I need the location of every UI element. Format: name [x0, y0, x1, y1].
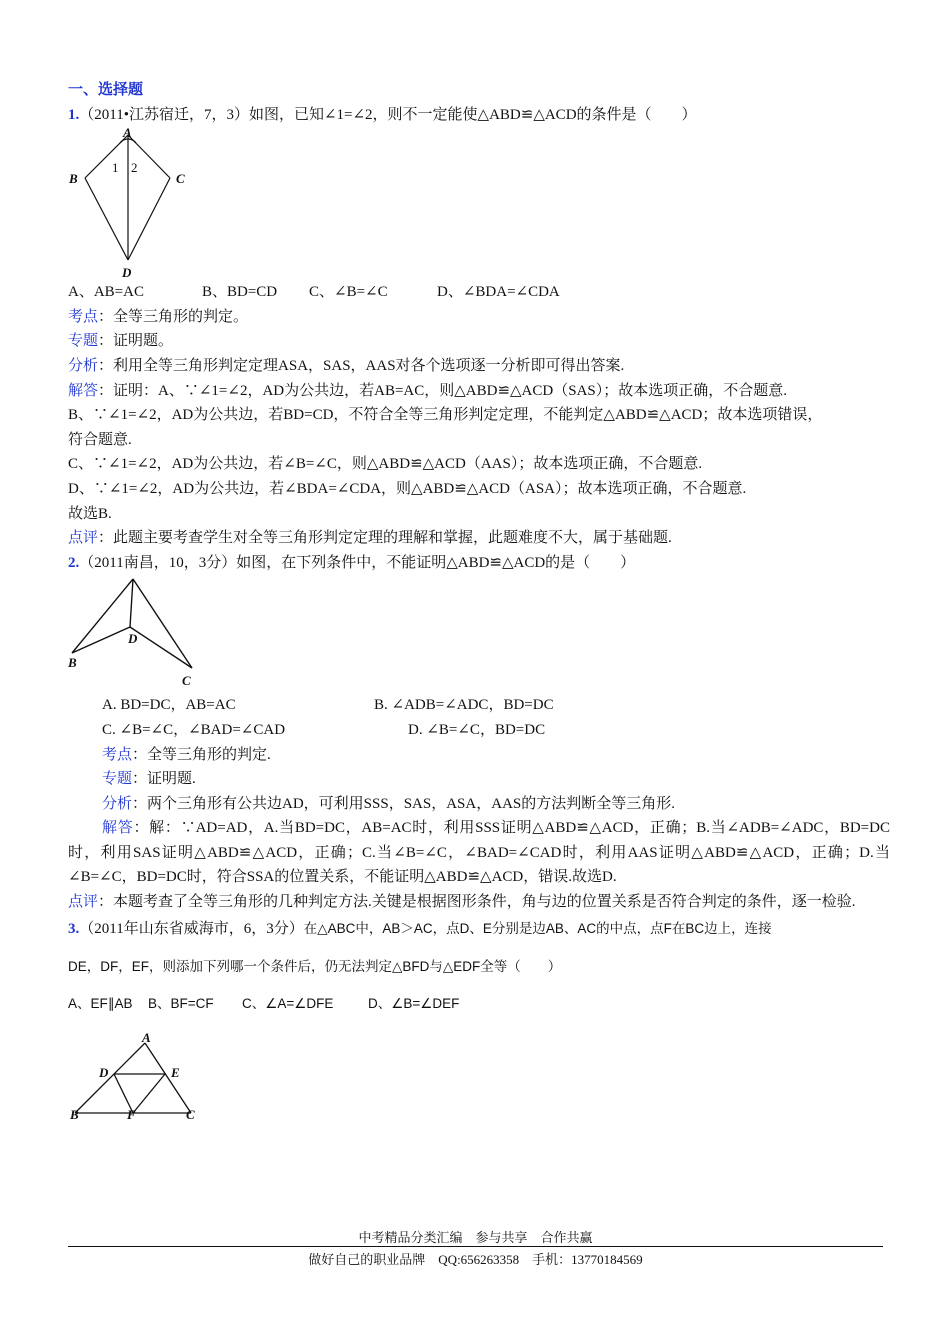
q3-line-ef	[133, 1074, 165, 1113]
document-page	[68, 78, 890, 1122]
q1-dianping-text: ：此题主要考查学生对全等三角形判定定理的理解和掌握，此题难度不大，属于基础题.	[98, 530, 672, 547]
q2-option-d: D. ∠B=∠C，BD=DC	[408, 721, 546, 738]
q2-options-row1	[68, 693, 890, 718]
q2-zhuanti-label: 专题	[102, 771, 133, 788]
q2-fenxi-label: 分析	[102, 795, 133, 812]
q1-option-d: D、∠BDA=∠CDA	[437, 284, 560, 301]
q2-jieda-label: 解答	[102, 820, 134, 837]
q1-fenxi	[68, 354, 890, 379]
q3-number: 3.	[68, 920, 80, 937]
q2-line-ad	[130, 579, 133, 627]
q2-fenxi	[68, 792, 890, 817]
q1-line-bd	[85, 178, 128, 260]
q1-jieda	[68, 379, 890, 404]
q1-label-b: B	[69, 171, 78, 187]
q2-label-b: B	[68, 655, 77, 671]
q3-figure	[68, 1030, 208, 1122]
q1-number: 1.	[68, 106, 80, 123]
q2-stem	[68, 551, 890, 576]
q2-dianping-text: ：本题考查了全等三角形的几种判定方法.关键是根据图形条件，角与边的位置关系是否符合判定的条件，逐一检验.	[98, 894, 856, 911]
q3-label-d: D	[99, 1064, 109, 1080]
q1-options	[68, 280, 890, 305]
q1-label-a: A	[123, 127, 132, 141]
q3-label-e: E	[171, 1064, 180, 1080]
q2-line-bd	[72, 627, 130, 653]
q3-stem-line2: DE，DF，EF，则添加下列哪一个条件后，仍无法判定△BFD与△EDF全等（ ）	[68, 958, 562, 974]
q1-label-c: C	[176, 171, 185, 187]
q3-option-d: D、∠B=∠DEF	[368, 995, 460, 1011]
section-title: 一、选择题	[68, 82, 144, 98]
q3-option-a: A、EF∥AB	[68, 995, 133, 1011]
q2-option-b: B. ∠ADB=∠ADC，BD=DC	[374, 697, 554, 714]
q1-line-c-text: C、∵∠1=∠2，AD为公共边，若∠B=∠C，则△ABD≌△ACD（AAS）；故本选项正确，不合题意.	[68, 456, 703, 473]
q2-jieda	[68, 816, 890, 890]
q3-label-a: A	[142, 1029, 151, 1045]
q1-fenxi-text: ：利用全等三角形判定定理ASA，SAS，AAS对各个选项逐一分析即可得出答案.	[98, 357, 625, 374]
q1-line-b1: B、∵∠1=∠2，AD为公共边，若BD=CD，不符合全等三角形判定定理，不能判定△ABD≌△ACD；故本选项错误，	[68, 407, 823, 424]
q1-stem	[68, 103, 890, 128]
footer-line1: 中考精品分类汇编 参与共享 合作共赢	[358, 1230, 593, 1245]
q1-label-1: 1	[112, 160, 119, 176]
q1-kaodian-text: ：全等三角形的判定。	[98, 308, 249, 325]
q3-label-f: F	[127, 1106, 136, 1122]
q3-stem-part2: 在△ABC中，AB＞AC，点D、E分别是边AB、AC的中点，点F在BC边上，连接	[303, 920, 772, 936]
q2-option-c: C. ∠B=∠C，∠BAD=∠CAD	[102, 721, 286, 738]
q2-figure	[68, 575, 228, 693]
q2-label-c: C	[182, 673, 191, 689]
q2-line-ac	[133, 579, 192, 668]
q2-stem-text: （2011南昌，10，3分）如图，在下列条件中，不能证明△ABD≌△ACD的是（ ）	[79, 554, 636, 571]
q2-dianping	[68, 890, 890, 915]
q2-dianping-label: 点评	[68, 894, 99, 911]
q3-option-b: B、BF=CF	[148, 995, 214, 1011]
q3-option-c: C、∠A=∠DFE	[242, 995, 334, 1011]
q2-options-row2	[68, 718, 890, 743]
q2-number: 2.	[68, 554, 80, 571]
q1-fenxi-label: 分析	[68, 357, 99, 374]
q1-choose: 故选B.	[68, 505, 112, 522]
q1-option-b: B、BD=CD	[202, 284, 278, 301]
q2-fenxi-text: ：两个三角形有公共边AD，可利用SSS，SAS，ASA，AAS的方法判断全等三角形.	[132, 795, 675, 812]
q2-jieda-text: ：解：∵AD=AD，A.当BD=DC，AB=AC时，利用SSS证明△ABD≌△ACD，正确；B.当∠ADB=∠ADC，BD=DC时，利用SAS证明△ABD≌△ACD，正确；C.当∠B=∠C，∠BAD=∠CAD时，利用AAS证明△ABD≌△ACD，正确；D.当∠B=∠C，BD=DC时，符合SSA的位置关系，不能证明△ABD≌△ACD，错误.故选D.	[68, 820, 890, 886]
footer-line2: 做好自己的职业品牌 QQ:656263358 手机：13770184569	[308, 1252, 643, 1267]
q1-dianping-label: 点评	[68, 530, 99, 547]
q3-label-b: B	[70, 1106, 79, 1122]
q2-zhuanti-text: ：证明题.	[132, 771, 196, 788]
footer-rule	[68, 1246, 883, 1247]
q3-stem-part1: （2011年山东省威海市，6，3分）	[79, 920, 304, 937]
q2-kaodian	[68, 743, 890, 768]
q1-label-d: D	[122, 265, 132, 281]
q1-line-b2: 符合题意.	[68, 431, 132, 448]
q1-zhuanti-text: ：证明题。	[98, 333, 174, 350]
q1-zhuanti-label: 专题	[68, 333, 99, 350]
q1-line-cd	[128, 178, 170, 260]
q1-dianping	[68, 526, 890, 551]
q1-stem-text: （2011•江苏宿迁，7，3）如图，已知∠1=∠2，则不一定能使△ABD≌△ACD的条件是（ ）	[79, 106, 697, 123]
q2-kaodian-label: 考点	[102, 746, 133, 763]
q3-line-ab	[75, 1043, 145, 1113]
q3-label-c: C	[186, 1106, 195, 1122]
q1-kaodian-label: 考点	[68, 308, 99, 325]
q2-line-dc	[130, 627, 192, 668]
q3-line-ac	[145, 1043, 191, 1113]
q3-options	[68, 992, 890, 1016]
q1-option-c: C、∠B=∠C	[309, 284, 388, 301]
q2-option-a: A. BD=DC，AB=AC	[102, 697, 236, 714]
q1-option-a: A、AB=AC	[68, 284, 144, 301]
q1-jieda-label: 解答	[68, 382, 99, 399]
q1-line-d-text: D、∵∠1=∠2，AD为公共边，若∠BDA=∠CDA，则△ABD≌△ACD（ASA）；故本选项正确，不合题意.	[68, 480, 747, 497]
q1-label-2: 2	[131, 160, 138, 176]
q1-figure	[68, 127, 228, 280]
q1-jieda-text: ：证明：A、∵∠1=∠2，AD为公共边，若AB=AC，则△ABD≌△ACD（SAS）；故本选项正确，不合题意.	[98, 382, 787, 399]
q2-zhuanti	[68, 767, 890, 792]
q1-zhuanti	[68, 329, 890, 354]
q1-kaodian	[68, 305, 890, 330]
q2-label-d: D	[128, 631, 138, 647]
q2-line-ab	[72, 579, 133, 653]
q2-kaodian-text: ：全等三角形的判定.	[132, 746, 271, 763]
q3-stem	[68, 915, 890, 942]
